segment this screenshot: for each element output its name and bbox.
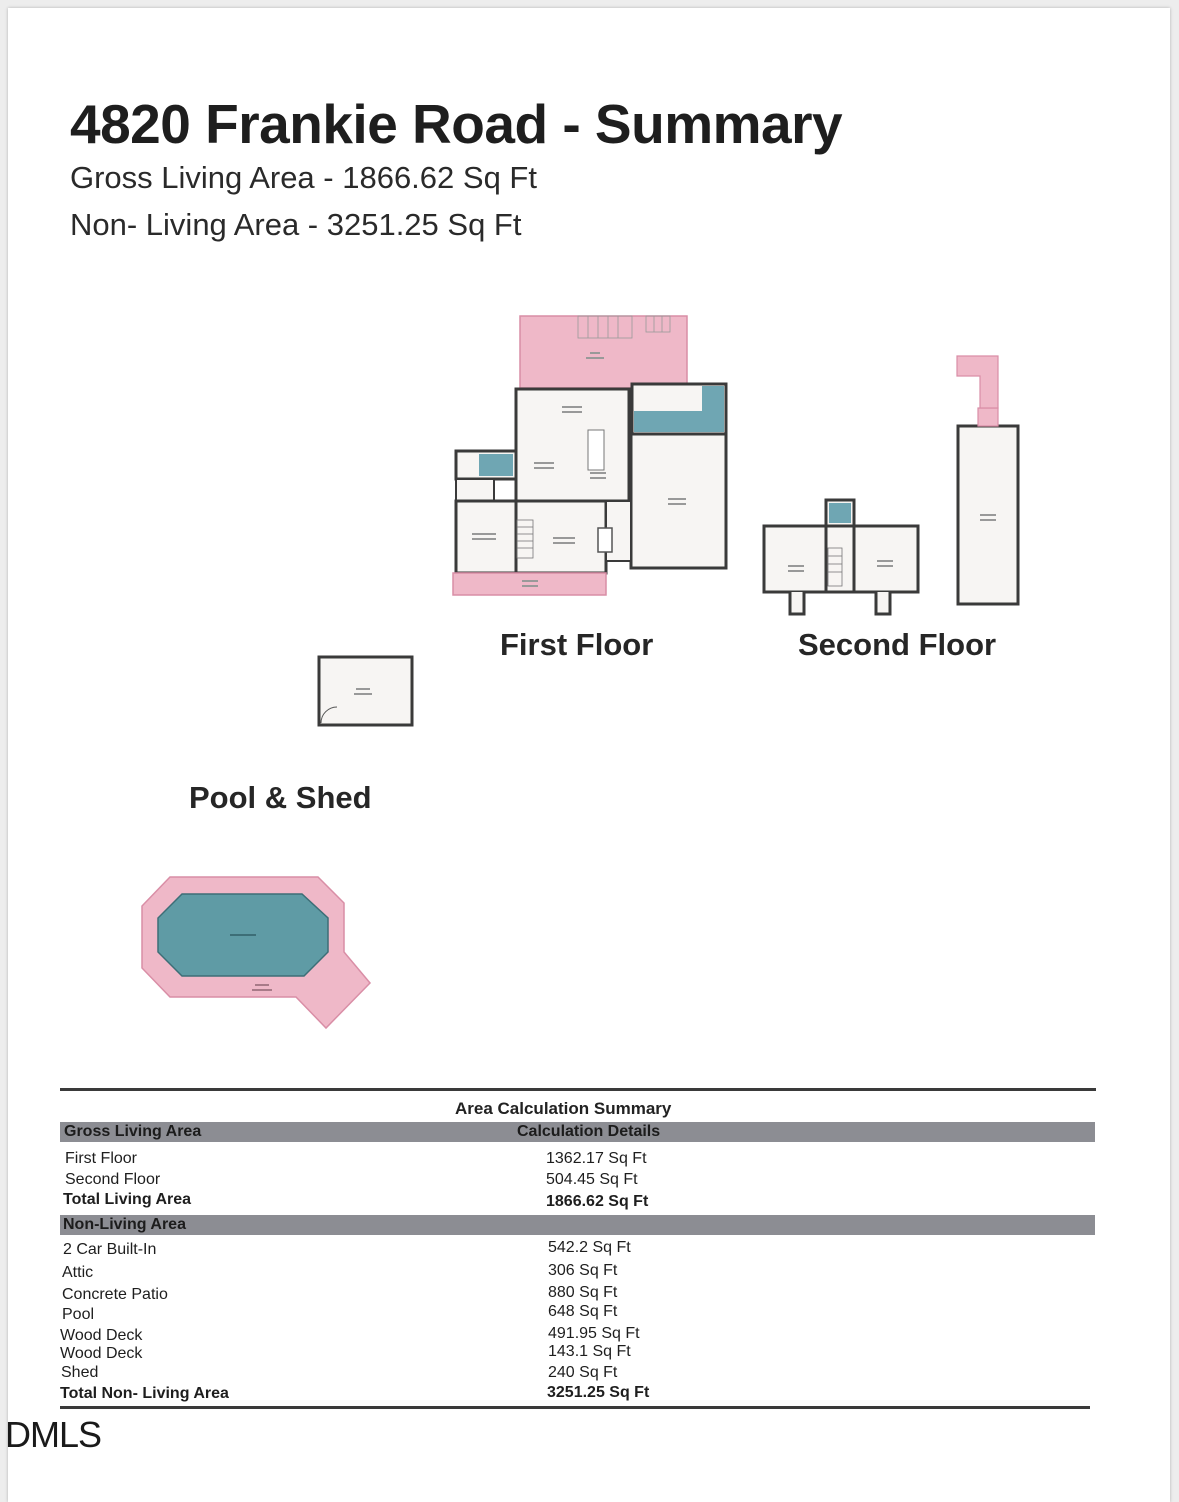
- dining-kitchen-area: [516, 389, 629, 501]
- row-value: 880 Sq Ft: [548, 1284, 618, 1301]
- garage: [631, 434, 726, 568]
- row-value: 542.2 Sq Ft: [548, 1239, 631, 1256]
- total-living-label: Total Living Area: [63, 1191, 192, 1208]
- second-floor-plan: [764, 356, 1018, 614]
- attic-stairs: [978, 408, 998, 426]
- row-label: Shed: [61, 1364, 99, 1381]
- upstairs-hall: [826, 526, 854, 592]
- dmls-watermark: DMLS: [5, 1414, 102, 1455]
- attic-stair-landing: [957, 356, 998, 408]
- gross-living-area-line: Gross Living Area - 1866.62 Sq Ft: [70, 160, 537, 195]
- non-living-area-line: Non- Living Area - 3251.25 Sq Ft: [70, 207, 522, 242]
- laundry-teal: [634, 411, 704, 432]
- row-value: 1362.17 Sq Ft: [546, 1150, 647, 1167]
- bath-teal: [479, 454, 513, 476]
- row-value: 306 Sq Ft: [548, 1262, 618, 1279]
- row-label: Pool: [62, 1306, 95, 1323]
- primary-bedroom: [456, 501, 516, 573]
- total-non-living-value: 3251.25 Sq Ft: [547, 1384, 650, 1401]
- row-value: 648 Sq Ft: [548, 1303, 618, 1320]
- non-living-header-band: [60, 1215, 1095, 1235]
- bedroom-right: [854, 526, 918, 592]
- row-label: Concrete Patio: [62, 1286, 168, 1303]
- total-non-living-label: Total Non- Living Area: [60, 1385, 229, 1402]
- calculation-details-header: Calculation Details: [517, 1123, 661, 1140]
- second-floor-caption: Second Floor: [798, 627, 997, 662]
- front-porch: [453, 573, 606, 595]
- row-label: 2 Car Built-In: [63, 1241, 157, 1258]
- total-living-value: 1866.62 Sq Ft: [546, 1193, 649, 1210]
- row-value: 143.1 Sq Ft: [548, 1343, 631, 1360]
- non-living-header: Non-Living Area: [63, 1216, 186, 1233]
- row-label: Attic: [62, 1264, 94, 1281]
- row-label: Wood Deck: [60, 1327, 143, 1344]
- half-bath: [702, 386, 724, 432]
- page-title: 4820 Frankie Road - Summary: [70, 93, 843, 155]
- shed-plan: [319, 657, 412, 725]
- table-top-rule: [60, 1088, 1096, 1091]
- table-bottom-rule: [60, 1406, 1090, 1409]
- gross-living-header: Gross Living Area: [64, 1123, 202, 1140]
- pool-shed-caption: Pool & Shed: [189, 780, 372, 815]
- row-value: 504.45 Sq Ft: [546, 1171, 638, 1188]
- bedroom-left: [764, 526, 826, 592]
- first-floor-plan: [453, 316, 726, 595]
- closet: [456, 479, 494, 501]
- row-label: First Floor: [65, 1150, 137, 1167]
- row-value: 491.95 Sq Ft: [548, 1325, 640, 1342]
- row-label: Wood Deck: [60, 1345, 143, 1362]
- first-floor-caption: First Floor: [500, 627, 654, 662]
- row-value: 240 Sq Ft: [548, 1364, 618, 1381]
- row-label: Second Floor: [65, 1171, 161, 1188]
- table-title: Area Calculation Summary: [455, 1099, 672, 1118]
- pool-plan: [142, 877, 370, 1028]
